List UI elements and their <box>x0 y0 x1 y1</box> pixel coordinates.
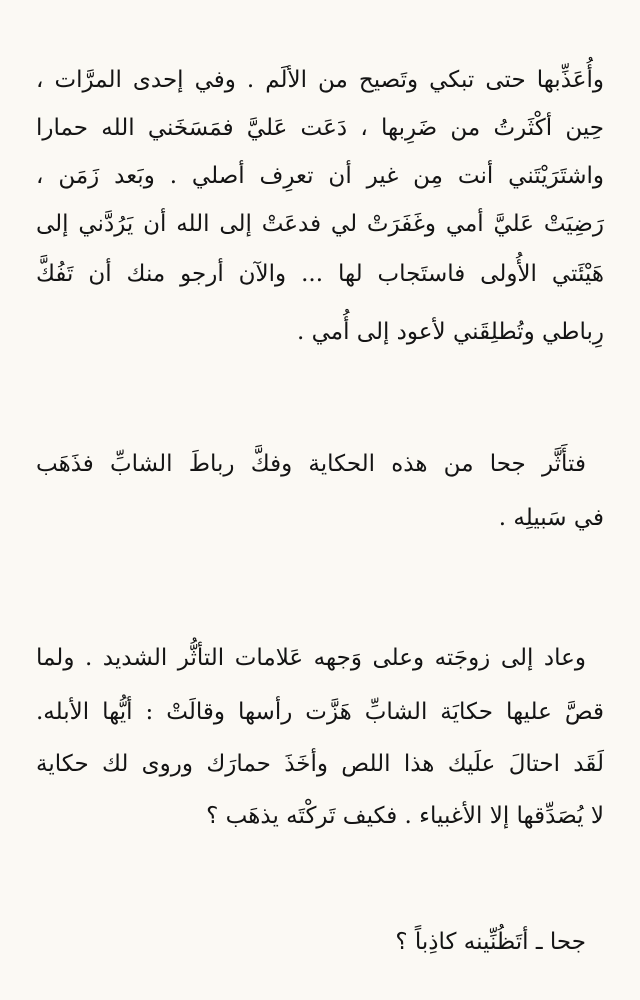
text-line: واشتَرَيْتَني أنت مِن غير أن تعرِف أصلي . وبَعد زَمَن ، <box>36 163 604 189</box>
text-line: هَيْئَتي الأُولى فاستَجاب لها ... والآن أرجو منك أن تَفُكَّ <box>36 261 604 287</box>
text-line: فتأَثَّر جحا من هذه الحكاية وفكَّ رباطَ الشابِّ فذَهَب <box>36 451 586 477</box>
text-line: قصَّ عليها حكايَة الشابِّ هَزَّت رأسها وقالَتْ : أيُّها الأبله. <box>36 699 604 725</box>
dialogue-line: جحا ـ أتَظُنِّينه كاذِباً ؟ <box>395 929 586 955</box>
text-line: في سَبيلِه . <box>498 505 604 531</box>
text-line: حِين أكْثَرتُ من ضَرِبها ، دَعَت عَليَّ فمَسَخَني الله حمارا <box>36 115 604 141</box>
text-line: رِباطي وتُطلِقَني لأعود إلى أُمي . <box>296 319 604 345</box>
text-line: لَقَد احتالَ علَيك هذا اللص وأخَذَ حمارَك وروى لك حكاية <box>36 751 604 777</box>
text-line: وعاد إلى زوجَته وعلى وَجهه عَلامات التأثُّر الشديد . ولما <box>36 645 586 671</box>
text-line: لا يُصَدِّقها إلا الأغبياء . فكيف تَركْتَه يذهَب ؟ <box>206 803 604 829</box>
text-line: وأُعَذِّبها حتى تبكي وتَصيح من الألَم . وفي إحدى المرَّات ، <box>36 67 604 93</box>
text-line: رَضِيَتْ عَليَّ أمي وغَفَرَتْ لي فدعَتْ إلى الله أن يَرُدَّني إلى <box>36 211 604 237</box>
